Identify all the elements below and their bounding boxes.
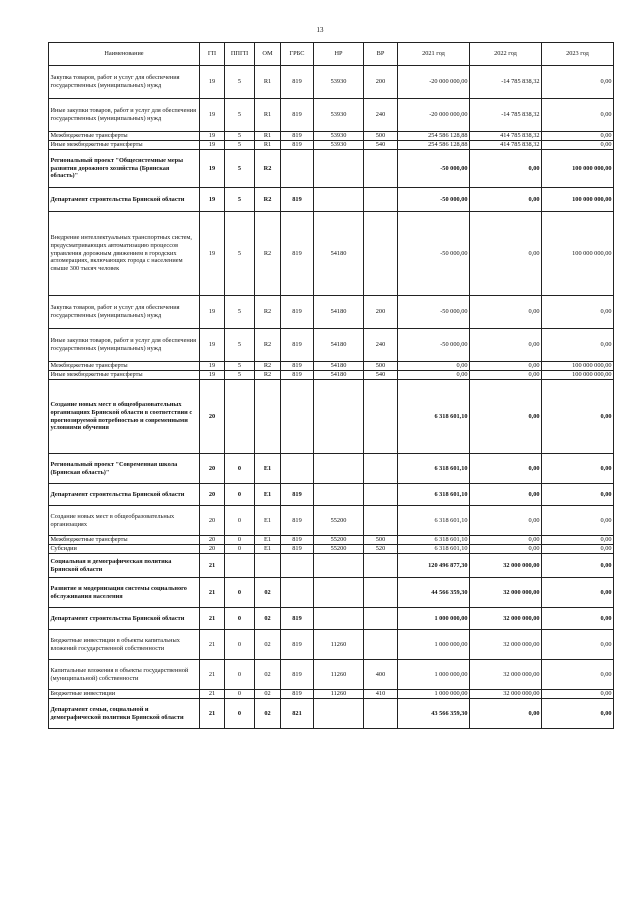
row-name-cell: Иные закупки товаров, работ и услуг для обеспечения государственных (муниципальных) нужд [49,99,200,132]
row-ppgp-cell: 5 [225,66,255,99]
table-row [49,371,614,380]
row-vr-cell [364,484,398,506]
row-name-cell: Капитальные вложения в объекты государственной (муниципальной) собственности [49,660,200,690]
row-2022-cell: 414 785 838,32 [470,141,542,150]
row-grbs-cell: 819 [281,362,314,371]
row-2021-cell: 1 000 000,00 [398,690,470,699]
row-2022-cell: 0,00 [470,329,542,362]
table-row [49,506,614,536]
row-ppgp-cell: 0 [225,660,255,690]
row-om-cell: E1 [255,454,281,484]
row-2022-cell: 0,00 [470,536,542,545]
row-om-cell: R1 [255,141,281,150]
row-2022-cell: 0,00 [470,484,542,506]
row-vr-cell [364,578,398,608]
row-ppgp-cell: 0 [225,536,255,545]
row-2023-cell: 0,00 [542,608,614,630]
row-2022-cell: 0,00 [470,188,542,212]
row-2022-cell: 0,00 [470,699,542,729]
header-name: Наименование [49,43,200,66]
row-gp-cell: 19 [200,296,225,329]
header-nr: НР [314,43,364,66]
row-2023-cell: 0,00 [542,699,614,729]
row-gp-cell: 19 [200,371,225,380]
row-grbs-cell: 819 [281,329,314,362]
row-2022-cell: 0,00 [470,212,542,296]
table-body [49,66,614,729]
row-grbs-cell: 819 [281,484,314,506]
row-ppgp-cell: 5 [225,150,255,188]
row-gp-cell: 19 [200,141,225,150]
row-grbs-cell [281,454,314,484]
row-vr-cell [364,454,398,484]
table-row [49,554,614,578]
row-om-cell: E1 [255,545,281,554]
row-2021-cell: -50 000,00 [398,150,470,188]
row-gp-cell: 20 [200,545,225,554]
row-gp-cell: 20 [200,454,225,484]
row-gp-cell: 21 [200,699,225,729]
row-2022-cell: 32 000 000,00 [470,608,542,630]
header-ppgp: ППГП [225,43,255,66]
row-gp-cell: 20 [200,380,225,454]
row-2021-cell: -50 000,00 [398,188,470,212]
row-gp-cell: 19 [200,212,225,296]
row-om-cell: 02 [255,608,281,630]
row-ppgp-cell: 5 [225,296,255,329]
row-nr-cell [314,380,364,454]
row-vr-cell [364,699,398,729]
row-gp-cell: 21 [200,690,225,699]
row-2023-cell: 0,00 [542,141,614,150]
row-name-cell: Региональный проект "Общесистемные меры развития дорожного хозяйства (Брянская область)" [49,150,200,188]
row-ppgp-cell: 0 [225,630,255,660]
row-gp-cell: 19 [200,188,225,212]
row-2022-cell: 0,00 [470,371,542,380]
row-2022-cell: 0,00 [470,506,542,536]
row-gp-cell: 19 [200,362,225,371]
row-grbs-cell: 819 [281,660,314,690]
row-2021-cell: 6 318 601,10 [398,506,470,536]
row-gp-cell: 20 [200,536,225,545]
row-vr-cell: 500 [364,362,398,371]
row-nr-cell: 54180 [314,371,364,380]
row-2023-cell: 100 000 000,00 [542,212,614,296]
row-2021-cell: 6 318 601,10 [398,380,470,454]
row-2021-cell: 120 496 877,30 [398,554,470,578]
row-grbs-cell: 821 [281,699,314,729]
row-2022-cell: 32 000 000,00 [470,690,542,699]
header-grbs: ГРБС [281,43,314,66]
row-nr-cell: 11260 [314,630,364,660]
row-om-cell: R1 [255,99,281,132]
row-om-cell: E1 [255,536,281,545]
header-2021: 2021 год [398,43,470,66]
row-ppgp-cell: 0 [225,608,255,630]
row-vr-cell: 500 [364,132,398,141]
row-om-cell: R2 [255,371,281,380]
row-grbs-cell: 819 [281,66,314,99]
row-2023-cell: 0,00 [542,132,614,141]
page-number: 13 [316,26,324,34]
header-vr: ВР [364,43,398,66]
row-grbs-cell: 819 [281,296,314,329]
row-nr-cell: 53930 [314,66,364,99]
row-2023-cell: 0,00 [542,66,614,99]
row-2023-cell: 0,00 [542,506,614,536]
row-nr-cell: 11260 [314,690,364,699]
row-name-cell: Департамент строительства Брянской области [49,484,200,506]
row-ppgp-cell: 5 [225,132,255,141]
row-2021-cell: -20 000 000,00 [398,66,470,99]
table-row [49,578,614,608]
row-2022-cell: -14 785 838,32 [470,66,542,99]
row-nr-cell [314,454,364,484]
row-2021-cell: 254 586 128,88 [398,132,470,141]
row-name-cell: Иные межбюджетные трансферты [49,141,200,150]
table-row [49,699,614,729]
row-om-cell: 02 [255,630,281,660]
row-nr-cell: 55200 [314,536,364,545]
row-2021-cell: 1 000 000,00 [398,630,470,660]
row-ppgp-cell: 5 [225,188,255,212]
row-vr-cell [364,554,398,578]
row-name-cell: Департамент строительства Брянской области [49,188,200,212]
row-grbs-cell: 819 [281,630,314,660]
row-name-cell: Иные межбюджетные трансферты [49,371,200,380]
row-2022-cell: 32 000 000,00 [470,660,542,690]
row-ppgp-cell: 0 [225,506,255,536]
row-gp-cell: 19 [200,99,225,132]
row-vr-cell [364,188,398,212]
row-name-cell: Иные закупки товаров, работ и услуг для обеспечения государственных (муниципальных) нужд [49,329,200,362]
row-nr-cell: 55200 [314,506,364,536]
row-om-cell: R1 [255,132,281,141]
row-grbs-cell: 819 [281,188,314,212]
row-2021-cell: 1 000 000,00 [398,608,470,630]
row-ppgp-cell: 0 [225,454,255,484]
row-ppgp-cell: 5 [225,362,255,371]
table-row [49,132,614,141]
row-om-cell [255,380,281,454]
row-ppgp-cell: 5 [225,99,255,132]
row-2023-cell: 0,00 [542,296,614,329]
row-2021-cell: -50 000,00 [398,329,470,362]
row-vr-cell: 540 [364,141,398,150]
row-grbs-cell: 819 [281,132,314,141]
row-nr-cell: 54180 [314,212,364,296]
row-grbs-cell: 819 [281,545,314,554]
row-vr-cell: 200 [364,66,398,99]
row-2022-cell: 32 000 000,00 [470,578,542,608]
row-2021-cell: 6 318 601,10 [398,454,470,484]
row-grbs-cell: 819 [281,608,314,630]
row-2023-cell: 0,00 [542,554,614,578]
row-2022-cell: 32 000 000,00 [470,554,542,578]
row-ppgp-cell: 0 [225,578,255,608]
row-gp-cell: 21 [200,578,225,608]
row-grbs-cell: 819 [281,99,314,132]
row-vr-cell [364,608,398,630]
row-om-cell: 02 [255,660,281,690]
row-nr-cell: 55200 [314,545,364,554]
row-2021-cell: 6 318 601,10 [398,536,470,545]
row-vr-cell: 400 [364,660,398,690]
row-grbs-cell: 819 [281,141,314,150]
table-row [49,608,614,630]
row-2023-cell: 0,00 [542,660,614,690]
row-om-cell: 02 [255,578,281,608]
row-om-cell: R2 [255,296,281,329]
row-2023-cell: 0,00 [542,484,614,506]
row-2022-cell: 0,00 [470,545,542,554]
row-gp-cell: 21 [200,630,225,660]
row-nr-cell: 53930 [314,99,364,132]
row-om-cell: 02 [255,699,281,729]
table-row [49,329,614,362]
table-row [49,362,614,371]
row-name-cell: Департамент строительства Брянской области [49,608,200,630]
row-ppgp-cell [225,380,255,454]
row-2022-cell: 0,00 [470,454,542,484]
table-row [49,99,614,132]
row-nr-cell: 53930 [314,132,364,141]
row-gp-cell: 20 [200,484,225,506]
table-row [49,630,614,660]
row-2021-cell: 44 566 359,30 [398,578,470,608]
row-vr-cell [364,212,398,296]
row-vr-cell [364,150,398,188]
row-2023-cell: 0,00 [542,454,614,484]
row-2021-cell: -50 000,00 [398,296,470,329]
row-2021-cell: 254 586 128,88 [398,141,470,150]
row-gp-cell: 19 [200,132,225,141]
row-grbs-cell [281,554,314,578]
row-2021-cell: -50 000,00 [398,212,470,296]
row-om-cell: 02 [255,690,281,699]
row-2023-cell: 100 000 000,00 [542,150,614,188]
row-ppgp-cell: 0 [225,690,255,699]
table-row [49,484,614,506]
header-2022: 2022 год [470,43,542,66]
row-name-cell: Межбюджетные трансферты [49,132,200,141]
row-gp-cell: 21 [200,608,225,630]
row-name-cell: Региональный проект "Современная школа (Брянская область)" [49,454,200,484]
row-gp-cell: 19 [200,66,225,99]
row-ppgp-cell: 5 [225,212,255,296]
row-grbs-cell: 819 [281,506,314,536]
row-nr-cell [314,150,364,188]
row-name-cell: Субсидии [49,545,200,554]
row-2022-cell: 0,00 [470,380,542,454]
row-vr-cell: 410 [364,690,398,699]
row-nr-cell: 54180 [314,296,364,329]
row-vr-cell: 240 [364,329,398,362]
row-om-cell: R2 [255,329,281,362]
row-om-cell: R1 [255,66,281,99]
row-nr-cell: 11260 [314,660,364,690]
row-om-cell [255,554,281,578]
table-row [49,141,614,150]
row-2021-cell: 43 566 359,30 [398,699,470,729]
row-name-cell: Бюджетные инвестиции [49,690,200,699]
row-vr-cell: 200 [364,296,398,329]
row-name-cell: Бюджетные инвестиции в объекты капитальных вложений государственной собственности [49,630,200,660]
row-2023-cell: 0,00 [542,536,614,545]
row-name-cell: Закупка товаров, работ и услуг для обеспечения государственных (муниципальных) нужд [49,66,200,99]
row-2023-cell: 0,00 [542,380,614,454]
row-gp-cell: 20 [200,506,225,536]
row-2021-cell: 0,00 [398,362,470,371]
row-2023-cell: 0,00 [542,630,614,660]
table-row [49,212,614,296]
row-2022-cell: 0,00 [470,150,542,188]
row-name-cell: Социальная и демографическая политика Брянской области [49,554,200,578]
table-row [49,150,614,188]
row-2023-cell: 0,00 [542,99,614,132]
row-om-cell: R2 [255,362,281,371]
row-om-cell: R2 [255,150,281,188]
row-ppgp-cell: 5 [225,329,255,362]
row-ppgp-cell: 0 [225,699,255,729]
row-grbs-cell [281,578,314,608]
row-name-cell: Закупка товаров, работ и услуг для обеспечения государственных (муниципальных) нужд [49,296,200,329]
table-row [49,296,614,329]
budget-table [48,42,614,729]
row-2022-cell: 32 000 000,00 [470,630,542,660]
row-2023-cell: 100 000 000,00 [542,188,614,212]
header-om: ОМ [255,43,281,66]
row-name-cell: Развитие и модернизация системы социального обслуживания населения [49,578,200,608]
row-name-cell: Департамент семьи, социальной и демографической политики Брянской области [49,699,200,729]
row-2021-cell: 0,00 [398,371,470,380]
row-2021-cell: 6 318 601,10 [398,484,470,506]
header-gp: ГП [200,43,225,66]
row-vr-cell: 520 [364,545,398,554]
row-grbs-cell [281,380,314,454]
row-nr-cell [314,699,364,729]
row-nr-cell [314,608,364,630]
row-2021-cell: 1 000 000,00 [398,660,470,690]
row-nr-cell: 54180 [314,362,364,371]
row-vr-cell [364,630,398,660]
row-gp-cell: 21 [200,554,225,578]
row-nr-cell: 53930 [314,141,364,150]
row-gp-cell: 19 [200,329,225,362]
row-2022-cell: -14 785 838,32 [470,99,542,132]
row-nr-cell [314,188,364,212]
row-2023-cell: 0,00 [542,690,614,699]
row-nr-cell [314,554,364,578]
table-row [49,188,614,212]
row-grbs-cell: 819 [281,536,314,545]
row-om-cell: R2 [255,188,281,212]
row-grbs-cell: 819 [281,371,314,380]
row-om-cell: R2 [255,212,281,296]
row-name-cell: Создание новых мест в общеобразовательных организациях Брянской области в соответствии с прогнозируемой потребностью и современными условиями обучения [49,380,200,454]
header-2023: 2023 год [542,43,614,66]
row-ppgp-cell: 5 [225,371,255,380]
row-nr-cell: 54180 [314,329,364,362]
row-2022-cell: 414 785 838,32 [470,132,542,141]
row-nr-cell [314,484,364,506]
row-gp-cell: 21 [200,660,225,690]
row-name-cell: Внедрение интеллектуальных транспортных систем, предусматривающих автоматизацию процессов управления дорожным движением в городских агломерациях, включающих города с населением свыше 300 тысяч человек [49,212,200,296]
row-2021-cell: 6 318 601,10 [398,545,470,554]
row-name-cell: Создание новых мест в общеобразовательных организациях [49,506,200,536]
row-grbs-cell: 819 [281,690,314,699]
row-2023-cell: 0,00 [542,545,614,554]
row-ppgp-cell: 0 [225,545,255,554]
row-grbs-cell [281,150,314,188]
row-2023-cell: 100 000 000,00 [542,362,614,371]
row-nr-cell [314,578,364,608]
table-row [49,454,614,484]
table-row [49,380,614,454]
table-row [49,660,614,690]
row-grbs-cell: 819 [281,212,314,296]
table-row [49,66,614,99]
row-2022-cell: 0,00 [470,296,542,329]
row-2023-cell: 0,00 [542,329,614,362]
row-vr-cell [364,380,398,454]
row-vr-cell: 540 [364,371,398,380]
row-om-cell: E1 [255,484,281,506]
row-2022-cell: 0,00 [470,362,542,371]
row-name-cell: Межбюджетные трансферты [49,536,200,545]
row-vr-cell: 500 [364,536,398,545]
row-name-cell: Межбюджетные трансферты [49,362,200,371]
table-row [49,690,614,699]
row-2023-cell: 100 000 000,00 [542,371,614,380]
row-ppgp-cell [225,554,255,578]
row-vr-cell: 240 [364,99,398,132]
row-vr-cell [364,506,398,536]
row-ppgp-cell: 5 [225,141,255,150]
row-2021-cell: -20 000 000,00 [398,99,470,132]
table-header-row [49,43,614,66]
row-ppgp-cell: 0 [225,484,255,506]
row-2023-cell: 0,00 [542,578,614,608]
row-om-cell: E1 [255,506,281,536]
table-row [49,536,614,545]
table-row [49,545,614,554]
row-gp-cell: 19 [200,150,225,188]
